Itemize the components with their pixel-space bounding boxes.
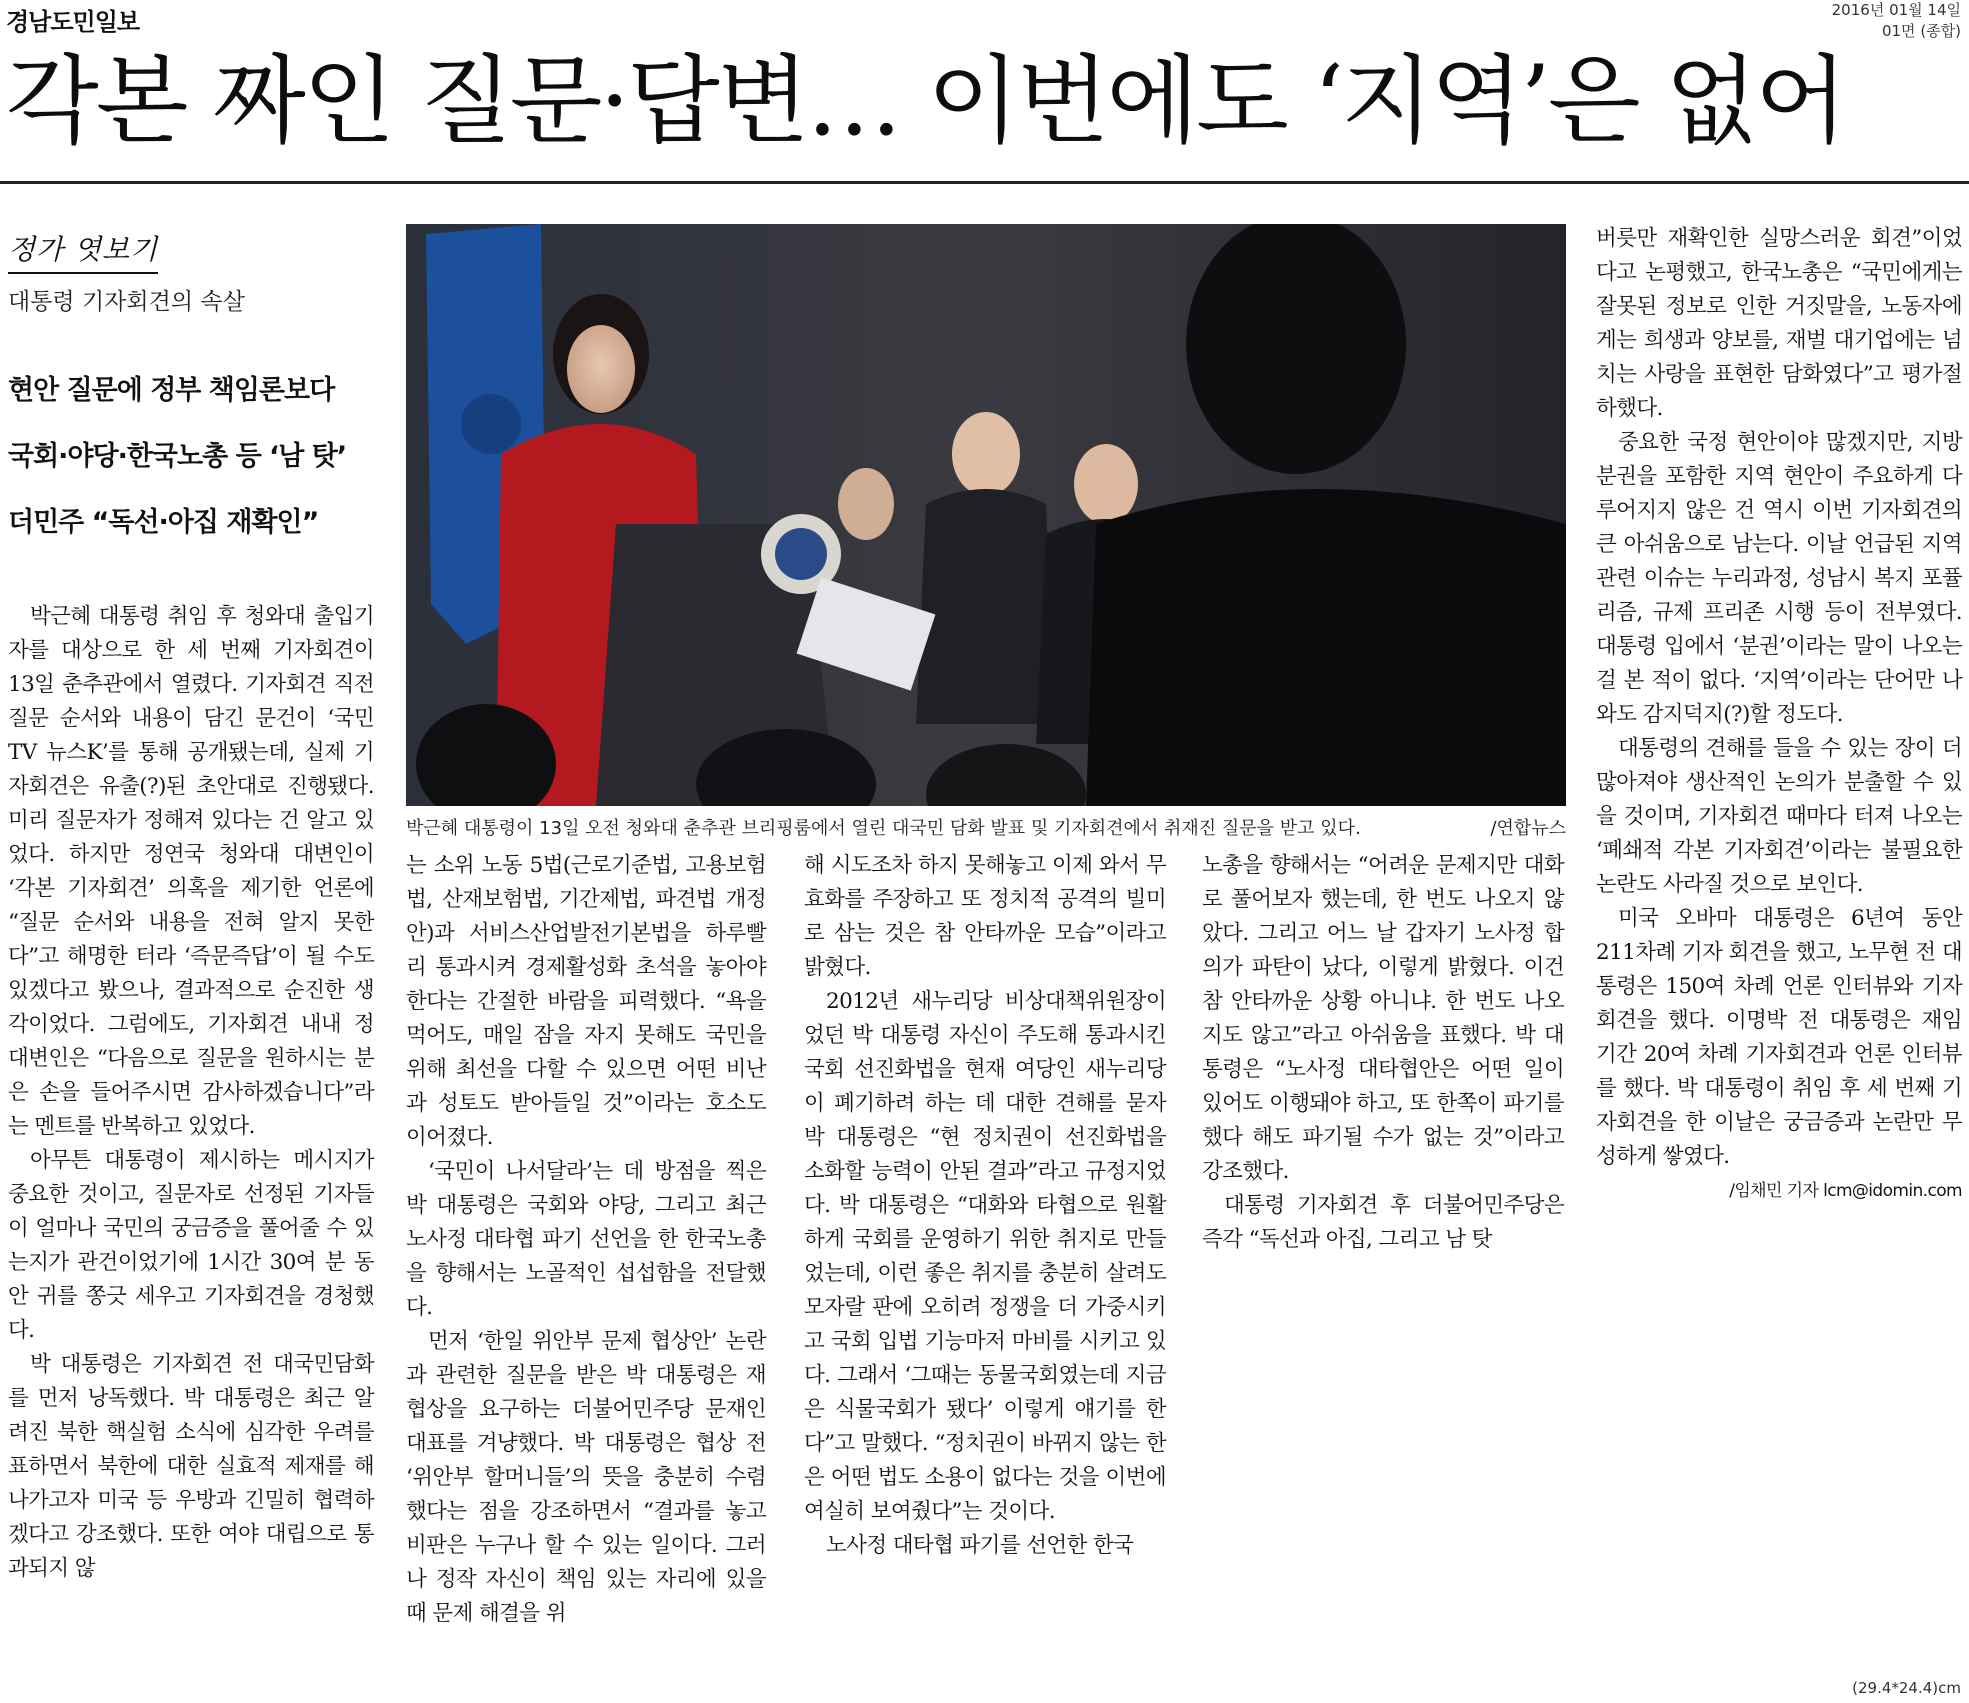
page-section: 01면 (종합) bbox=[1881, 22, 1961, 40]
article-column-2 bbox=[406, 849, 766, 1631]
paragraph: 는 소위 노동 5법(근로기준법, 고용보험법, 산재보험법, 기간제법, 파견법 개정안)과 서비스산업발전기본법을 하루빨리 통과시켜 경제활성화 초석을 놓아야 한다는 간절한 바람을 피력했다. “욕을 먹어도, 매일 잠을 자지 못해도 국민을 위해 최선을 다할 수 있으면 어떤 비난과 성토도 받아들일 것”이라는 호소도 이어졌다. bbox=[406, 853, 766, 1150]
paragraph: 노총을 향해서는 “어려운 문제지만 대화로 풀어보자 했는데, 한 번도 나오지 않았다. 그리고 어느 날 갑자기 노사정 합의가 파탄이 났다, 이렇게 밝혔다. 이건 참 안타까운 상황 아니냐. 한 번도 나오지도 않고”라고 아쉬움을 표했다. 박 대통령은 “노사정 대타협안은 어떤 일이 있어도 이행돼야 하고, 또 한쪽이 파기를 했다 해도 파기될 수가 없는 것”이라고 강조했다. bbox=[1202, 853, 1564, 1184]
paragraph: 대통령의 견해를 들을 수 있는 장이 더 많아져야 생산적인 논의가 분출할 수 있을 것이며, 기자회견 때마다 터져 나오는 ‘폐쇄적 각본 기자회견’이라는 불필요한 논란도 사라질 것으로 보인다. bbox=[1596, 736, 1962, 897]
headline-rule bbox=[0, 181, 1969, 184]
deck-line: 국회·야당·한국노총 등 ‘남 탓’ bbox=[8, 441, 347, 472]
paragraph: 박근혜 대통령 취임 후 청와대 출입기자를 대상으로 한 세 번째 기자회견이 13일 춘추관에서 열렸다. 기자회견 직전 질문 순서와 내용이 담긴 문건이 ‘국민TV 뉴스K’를 통해 공개됐는데, 실제 기자회견은 유출(?)된 초안대로 진행됐다. 미리 질문자가 정해져 있다는 건 알고 있었다. 하지만 정연국 청와대 대변인이 ‘각본 기자회견’ 의혹을 제기한 언론에 “질문 순서와 내용을 전혀 알지 못한다”고 해명한 터라 ‘즉문즉답’이 될 수도 있겠다고 봤으나, 결과적으로 순진한 생각이었다. 그럼에도, 기자회견 내내 정 대변인은 “다음으로 질문을 원하시는 분은 손을 들어주시면 감사하겠습니다”라는 멘트를 반복하고 있었다. bbox=[8, 604, 374, 1139]
caption-text: 박근혜 대통령이 13일 오전 청와대 춘추관 브리핑룸에서 열린 대국민 담화 발표 및 기자회견에서 취재진 질문을 받고 있다. bbox=[406, 818, 1361, 839]
article-column-4 bbox=[1202, 849, 1564, 1257]
issue-date: 2016년 01월 14일 bbox=[1831, 1, 1961, 19]
article-column-3 bbox=[804, 849, 1166, 1563]
paragraph: 노사정 대타협 파기를 선언한 한국 bbox=[826, 1533, 1134, 1558]
article-column-1 bbox=[8, 600, 374, 1586]
deck-line: 현안 질문에 정부 책임론보다 bbox=[8, 375, 335, 406]
series-title: 정가 엿보기 bbox=[8, 228, 158, 274]
deck-headlines bbox=[8, 358, 388, 556]
paragraph: 박 대통령은 기자회견 전 대국민담화를 먼저 낭독했다. 박 대통령은 최근 알려진 북한 핵실험 소식에 심각한 우려를 표하면서 북한에 대한 실효적 제재를 해나가고자 미국 등 우방과 긴밀히 협력하겠다고 강조했다. 또한 여야 대립으로 통과되지 않 bbox=[8, 1352, 374, 1581]
photo-credit: /연합뉴스 bbox=[1490, 818, 1566, 839]
paragraph: 중요한 국정 현안이야 많겠지만, 지방분권을 포함한 지역 현안이 주요하게 다루어지지 않은 건 역시 이번 기자회견의 큰 아쉬움으로 남는다. 이날 언급된 지역 관련 이슈는 누리과정, 성남시 복지 포퓰리즘, 규제 프리존 시행 등이 전부였다. 대통령 입에서 ‘분권’이라는 말이 나오는 걸 본 적이 없다. ‘지역’이라는 단어만 나와도 감지덕지(?)할 정도다. bbox=[1596, 430, 1962, 727]
paragraph: 아무튼 대통령이 제시하는 메시지가 중요한 것이고, 질문자로 선정된 기자들이 얼마나 국민의 궁금증을 풀어줄 수 있는지가 관건이었기에 1시간 30여 분 동안 귀를 쫑긋 세우고 기자회견을 경청했다. bbox=[8, 1148, 374, 1343]
paragraph: 먼저 ‘한일 위안부 문제 협상안’ 논란과 관련한 질문을 받은 박 대통령은 재협상을 요구하는 더불어민주당 문재인 대표를 겨냥했다. 박 대통령은 협상 전 ‘위안부 할머니들’의 뜻을 충분히 수렴했다는 점을 강조하면서 “결과를 놓고 비판은 누구나 할 수 있는 일이다. 그러나 정작 자신이 책임 있는 자리에 있을 때 문제 해결을 위 bbox=[406, 1329, 766, 1626]
paragraph: ‘국민이 나서달라’는 데 방점을 찍은 박 대통령은 국회와 야당, 그리고 최근 노사정 대타협 파기 선언을 한 한국노총을 향해서는 노골적인 섭섭함을 전달했다. bbox=[406, 1159, 766, 1320]
photo-illustration bbox=[406, 224, 1566, 806]
article-column-5 bbox=[1596, 222, 1962, 1208]
page-meta bbox=[1832, 0, 1961, 42]
byline: /임채민 기자 lcm@idomin.com bbox=[1729, 1181, 1962, 1201]
photo-caption bbox=[406, 814, 1566, 840]
deck-line: 더민주 “독선·아집 재확인” bbox=[8, 507, 319, 538]
paragraph: 버릇만 재확인한 실망스러운 회견”이었다고 논평했고, 한국노총은 “국민에게는 잘못된 정보로 인한 거짓말을, 노동자에게는 희생과 양보를, 재벌 대기업에는 넘치는 사랑을 표현한 담화였다”고 평가절하했다. bbox=[1596, 226, 1962, 421]
paragraph: 미국 오바마 대통령은 6년여 동안 211차례 기자 회견을 했고, 노무현 전 대통령은 150여 차례 언론 인터뷰와 기자회견을 했다. 이명박 전 대통령은 재임 기간 20여 차례 기자회견과 언론 인터뷰를 했다. 박 대통령이 취임 후 세 번째 기자회견을 한 이날은 궁금증과 논란만 무성하게 쌓였다. bbox=[1596, 906, 1962, 1169]
paragraph: 2012년 새누리당 비상대책위원장이었던 박 대통령 자신이 주도해 통과시킨 국회 선진화법을 현재 여당인 새누리당이 폐기하려 하는 데 대한 견해를 묻자 박 대통령은 “현 정치권이 선진화법을 소화할 능력이 안된 결과”라고 규정지었다. 박 대통령은 “대화와 타협으로 원활하게 국회를 운영하기 위한 취지로 만들었는데, 이런 좋은 취지를 충분히 살려도 모자랄 판에 오히려 정쟁을 더 가중시키고 국회 입법 기능마저 마비를 시키고 있다. 그래서 ‘그때는 동물국회였는데 지금은 식물국회가 됐다’ 이렇게 얘기를 한다”고 말했다. “정치권이 바뀌지 않는 한은 어떤 법도 소용이 없다는 것을 이번에 여실히 보여줬다”는 것이다. bbox=[804, 989, 1166, 1524]
clipping-dimensions: (29.4*24.4)cm bbox=[1852, 1679, 1961, 1697]
article-subtitle: 대통령 기자회견의 속살 bbox=[8, 289, 245, 315]
headline: 각본 짜인 질문·답변… 이번에도 ‘지역’은 없어 bbox=[6, 45, 1845, 157]
paragraph: 해 시도조차 하지 못해놓고 이제 와서 무효화를 주장하고 또 정치적 공격의 빌미로 삼는 것은 참 안타까운 모습”이라고 밝혔다. bbox=[804, 853, 1166, 980]
masthead-logo: 경남도민일보 bbox=[6, 8, 140, 36]
press-conference-photo bbox=[406, 224, 1566, 806]
paragraph: 대통령 기자회견 후 더불어민주당은 즉각 “독선과 아집, 그리고 남 탓 bbox=[1202, 1193, 1564, 1252]
